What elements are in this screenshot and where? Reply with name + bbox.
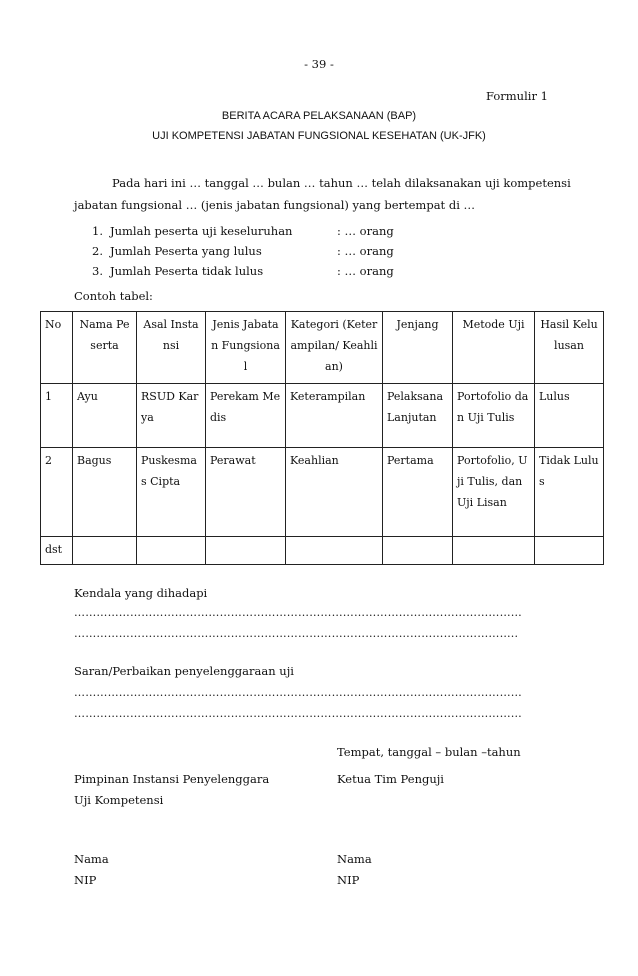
column-header: Nama Peserta: [73, 312, 137, 384]
list-value: : … orang: [337, 224, 394, 238]
list-item: [92, 265, 340, 279]
table-cell: Lulus: [535, 384, 604, 448]
table-cell: dst: [41, 537, 73, 565]
table-cell: [137, 537, 206, 565]
list-number: 3.: [92, 264, 103, 278]
suggestions-line-1: …………………………………………………………………………………………………………: [74, 686, 522, 699]
list-label: Jumlah Peserta yang lulus: [110, 244, 262, 258]
column-header: Metode Uji: [453, 312, 535, 384]
suggestions-label: Saran/Perbaikan penyelenggaraan uji: [74, 664, 294, 678]
signatory-left-nip: NIP: [74, 873, 97, 887]
list-value: : … orang: [337, 264, 394, 278]
table-cell: Perekam Medis: [206, 384, 286, 448]
table-cell: 1: [41, 384, 73, 448]
table-cell: [286, 537, 383, 565]
example-table-label: Contoh tabel:: [74, 289, 153, 303]
signatory-left-name: Nama: [74, 852, 109, 866]
signatory-right-title: Ketua Tim Penguji: [337, 772, 444, 786]
title-line-1: BERITA ACARA PELAKSANAAN (BAP): [221, 110, 417, 122]
column-header: Kategori (Keterampilan/ Keahlian): [286, 312, 383, 384]
column-header: Asal Instansi: [137, 312, 206, 384]
suggestions-line-2: …………………………………………………………………………………………………………: [74, 707, 522, 720]
table-cell: 2: [41, 448, 73, 537]
table-cell: Portofolio dan Uji Tulis: [453, 384, 535, 448]
table-row: [41, 448, 604, 537]
column-header: Jenjang: [383, 312, 453, 384]
intro-line-2: jabatan fungsional … (jenis jabatan fungsional) yang bertempat di …: [74, 198, 476, 212]
constraints-line-2: ………………………………………………………………………………………………………..: [74, 627, 519, 640]
table-cell: Pertama: [383, 448, 453, 537]
list-value: : … orang: [337, 244, 394, 258]
table-cell: Perawat: [206, 448, 286, 537]
table-header-row: [41, 312, 604, 384]
signatory-left-title: Pimpinan Instansi Penyelenggara: [74, 772, 270, 786]
signatory-left-subtitle: Uji Kompetensi: [74, 793, 164, 807]
table-cell: [383, 537, 453, 565]
table-cell: [206, 537, 286, 565]
list-number: 1.: [92, 224, 103, 238]
column-header: No: [41, 312, 73, 384]
column-header: Hasil Kelulusan: [535, 312, 604, 384]
list-label: Jumlah Peserta tidak lulus: [110, 264, 264, 278]
constraints-label: Kendala yang dihadapi: [74, 586, 208, 600]
table-cell: [535, 537, 604, 565]
title-line-2: UJI KOMPETENSI JABATAN FUNGSIONAL KESEHATAN (UK-JFK): [152, 130, 486, 142]
list-label: Jumlah peserta uji keseluruhan: [110, 224, 293, 238]
table-cell: Bagus: [73, 448, 137, 537]
constraints-line-1: …………………………………………………………………………………………………………: [74, 606, 522, 619]
column-header: Jenis Jabatan Fungsional: [206, 312, 286, 384]
form-label: Formulir 1: [486, 89, 548, 103]
table-cell: Puskesmas Cipta: [137, 448, 206, 537]
table-cell: Keahlian: [286, 448, 383, 537]
intro-line-1: Pada hari ini … tanggal … bulan … tahun … telah dilaksanakan uji kompetensi: [112, 176, 571, 190]
table-cell: Portofolio, Uji Tulis, dan Uji Lisan: [453, 448, 535, 537]
place-date: Tempat, tanggal – bulan –tahun: [337, 745, 521, 759]
results-table: [40, 311, 604, 565]
signatory-right-name: Nama: [337, 852, 372, 866]
table-cell: [453, 537, 535, 565]
table-cell: Pelaksana Lanjutan: [383, 384, 453, 448]
table-cell: Ayu: [73, 384, 137, 448]
table-row: [41, 384, 604, 448]
table-cell: [73, 537, 137, 565]
list-item: [92, 225, 340, 239]
table-cell: RSUD Karya: [137, 384, 206, 448]
table-cell: Tidak Lulus: [535, 448, 604, 537]
list-number: 2.: [92, 244, 103, 258]
table-row: [41, 537, 604, 565]
table-cell: Keterampilan: [286, 384, 383, 448]
page-number: - 39 -: [304, 57, 334, 71]
signatory-right-nip: NIP: [337, 873, 360, 887]
list-item: [92, 245, 340, 259]
